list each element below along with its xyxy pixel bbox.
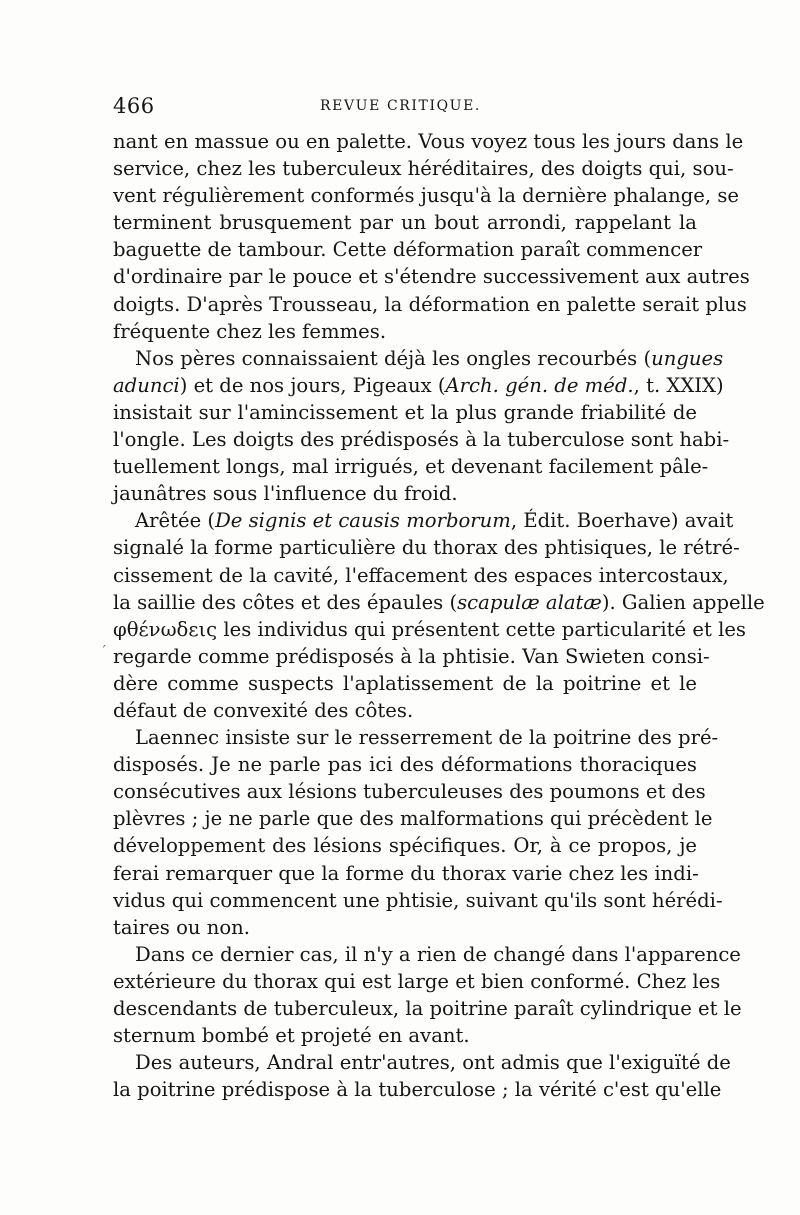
italic-latin-term: ungues xyxy=(651,346,724,370)
body-text xyxy=(113,128,765,1103)
text-line: signalé la forme particulière du thorax des phtisiques, le rétré- xyxy=(113,536,740,560)
text-line: terminent brusquement par un bout arrondi, rappelant la xyxy=(113,211,697,235)
line-segment: la saillie des côtes et des épaules ( xyxy=(113,590,458,614)
text-line: plèvres ; je ne parle que des malformations qui précèdent le xyxy=(113,807,713,831)
text-line: jaunâtres sous l'influence du froid. xyxy=(113,482,458,506)
italic-latin-term: adunci xyxy=(113,373,180,397)
line-segment: , Édit. Boerhave) avait xyxy=(510,509,734,533)
text-line: vidus qui commencent une phtisie, suivant qu'ils sont hérédi- xyxy=(113,888,723,912)
text-line xyxy=(113,507,734,534)
text-line: vent régulièrement conformés jusqu'à la dernière phalange, se xyxy=(113,184,739,208)
text-line: descendants de tuberculeux, la poitrine paraît cylindrique et le xyxy=(113,997,742,1020)
line-segment: ) et de nos jours, Pigeaux ( xyxy=(179,373,446,397)
text-line: défaut de convexité des côtes. xyxy=(113,698,414,722)
text-line: extérieure du thorax qui est large et bien conformé. Chez les xyxy=(113,969,721,993)
line-segment: , t. XXIX) xyxy=(633,373,724,397)
running-title: REVUE CRITIQUE. xyxy=(320,98,481,114)
text-line: fréquente chez les femmes. xyxy=(113,319,387,343)
text-line: service, chez les tuberculeux héréditaires, des doigts qui, sou- xyxy=(113,157,734,181)
text-line: cissement de la cavité, l'effacement des espaces intercostaux, xyxy=(113,563,729,587)
text-line xyxy=(113,372,724,399)
line-segment: Nos pères connaissaient déjà les ongles recourbés ( xyxy=(135,346,652,370)
print-speck: ´ xyxy=(100,644,107,660)
italic-citation: Arch. gén. de méd. xyxy=(445,373,634,397)
text-line: doigts. D'après Trousseau, la déformation en palette serait plus xyxy=(113,292,747,316)
text-line xyxy=(113,345,724,372)
text-line: sternum bombé et projeté en avant. xyxy=(113,1024,470,1048)
text-line: nant en massue ou en palette. Vous voyez tous les jours dans le xyxy=(113,130,744,153)
text-line: taires ou non. xyxy=(113,915,250,939)
text-line: développement des lésions spécifiques. Or, à ce propos, je xyxy=(113,834,697,858)
text-line: ferai remarquer que la forme du thorax varie chez les indi- xyxy=(113,861,699,885)
text-line: dère comme suspects l'aplatissement de la poitrine et le xyxy=(113,671,697,695)
text-line: disposés. Je ne parle pas ici des déformations thoraciques xyxy=(113,753,697,777)
line-segment: Arêtée ( xyxy=(135,509,216,533)
text-line: d'ordinaire par le pouce et s'étendre successivement aux autres xyxy=(113,265,750,289)
text-line: consécutives aux lésions tuberculeuses des poumons et des xyxy=(113,780,706,804)
text-line: l'ongle. Les doigts des prédisposés à la tuberculose sont habi- xyxy=(113,428,730,452)
page-number: 466 xyxy=(113,94,155,118)
text-line xyxy=(113,589,765,616)
italic-citation: De signis et causis morborum xyxy=(215,509,511,533)
text-line: Laennec insiste sur le resserrement de la poitrine des pré- xyxy=(135,726,719,750)
text-line: la poitrine prédispose à la tuberculose ; la vérité c'est qu'elle xyxy=(113,1078,722,1102)
text-line: tuellement longs, mal irrigués, et devenant facilement pâle- xyxy=(113,455,709,479)
text-line: baguette de tambour. Cette déformation paraît commencer xyxy=(113,238,703,262)
text-line: regarde comme prédisposés à la phtisie. Van Swieten consi- xyxy=(113,644,710,668)
text-line: φθένωδεις les individus qui présentent cette particularité et les xyxy=(113,617,746,641)
text-line: Dans ce dernier cas, il n'y a rien de changé dans l'apparence xyxy=(135,942,741,966)
italic-latin-term: scapulæ alatæ xyxy=(457,590,602,614)
text-line: insistait sur l'amincissement et la plus grande friabilité de xyxy=(113,400,697,424)
running-head xyxy=(113,94,688,118)
text-line: Des auteurs, Andral entr'autres, ont admis que l'exiguïté de xyxy=(135,1051,731,1075)
line-segment: ). Galien appelle xyxy=(601,590,765,614)
